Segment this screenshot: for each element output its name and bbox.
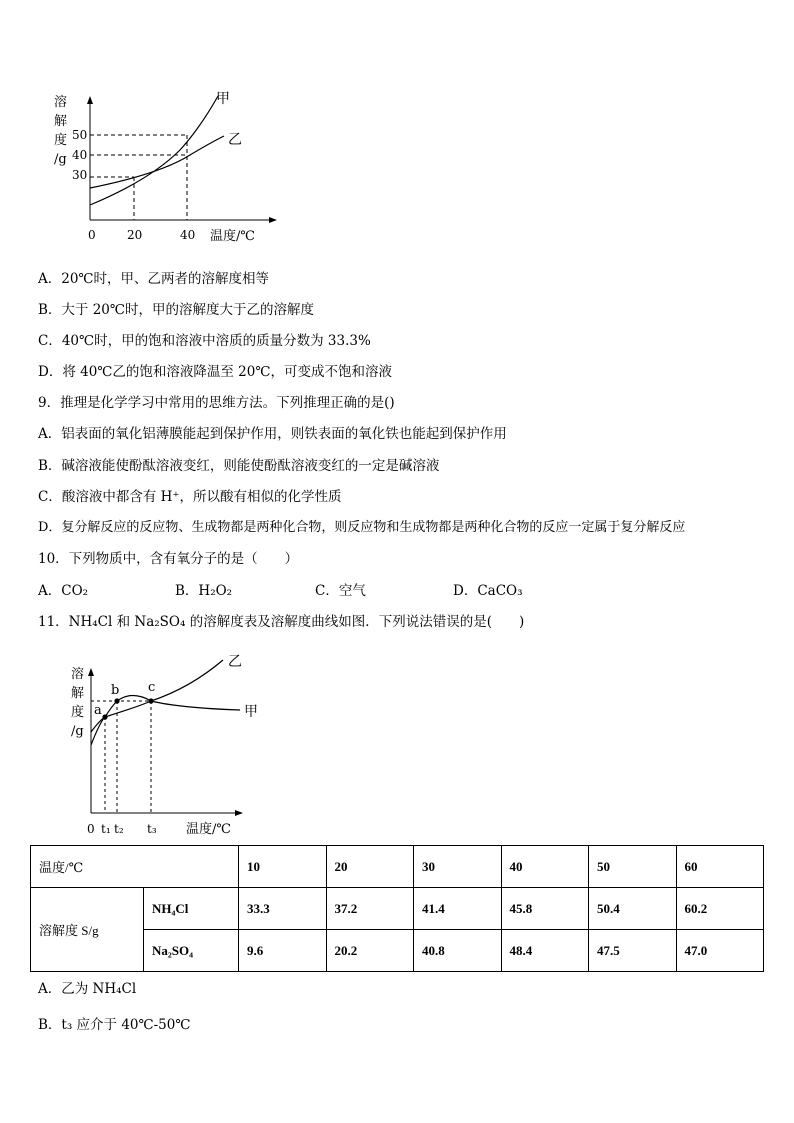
solubility-table <box>30 845 764 972</box>
q10-option-b: B．H₂O₂ <box>175 583 233 599</box>
x-tick-t3: t₃ <box>147 822 157 836</box>
row-label: 溶解度 S/g <box>31 888 144 972</box>
q8-option-a: A．20℃时，甲、乙两者的溶解度相等 <box>38 271 270 287</box>
x-axis-label: 温度/℃ <box>210 229 255 244</box>
temp-cell: 30 <box>414 846 502 888</box>
temp-cell: 50 <box>589 846 677 888</box>
y-axis-label-3: 度 <box>54 133 68 148</box>
value-cell: 20.2 <box>326 930 414 972</box>
point-label-a: a <box>94 703 102 718</box>
curve-yi <box>90 136 224 188</box>
value-cell: 9.6 <box>239 930 327 972</box>
value-cell: 33.3 <box>239 888 327 930</box>
y-tick-50: 50 <box>72 128 88 142</box>
q10-stem: 10．下列物质中，含有氧分子的是（ ） <box>38 551 299 567</box>
x-tick-t2: t₂ <box>114 822 124 836</box>
q8-option-b: B．大于 20℃时，甲的溶解度大于乙的溶解度 <box>38 302 314 318</box>
y-axis-label-1: 溶 <box>71 667 85 682</box>
y-tick-40: 40 <box>72 148 88 162</box>
x-tick-t1: t₁ <box>101 822 111 836</box>
point-b <box>114 698 119 703</box>
y-axis-label-2: 解 <box>54 114 68 129</box>
q8-option-d: D．将 40℃乙的饱和溶液降温至 20℃，可变成不饱和溶液 <box>38 364 392 380</box>
temp-cell: 40 <box>501 846 589 888</box>
table-header-row <box>31 846 764 888</box>
x-axis-arrow <box>235 810 243 816</box>
q9-option-a: A．铝表面的氧化铝薄膜能起到保护作用，则铁表面的氧化铁也能起到保护作用 <box>38 426 507 442</box>
point-c <box>148 698 153 703</box>
x-tick-0: 0 <box>87 822 95 836</box>
curve-label-jia: 甲 <box>244 704 258 720</box>
value-cell: 47.0 <box>676 930 764 972</box>
q10-option-c: C．空气 <box>315 583 366 599</box>
point-a <box>102 714 107 719</box>
q9-stem: 9．推理是化学学习中常用的思维方法。下列推理正确的是() <box>38 395 395 411</box>
value-cell: 45.8 <box>501 888 589 930</box>
x-tick-0: 0 <box>88 228 96 242</box>
q11-option-b: B．t₃ 应介于 40℃-50℃ <box>38 1017 191 1033</box>
q11-option-a: A．乙为 NH₄Cl <box>38 981 137 997</box>
value-cell: 48.4 <box>501 930 589 972</box>
temp-cell: 60 <box>676 846 764 888</box>
table-row <box>31 888 764 930</box>
curve-label-yi: 乙 <box>228 654 242 670</box>
y-tick-30: 30 <box>72 168 88 182</box>
substance-cell: Na₂SO₄ <box>144 930 239 972</box>
q10-option-d: D．CaCO₃ <box>453 583 523 599</box>
x-axis-label: 温度/℃ <box>186 822 231 837</box>
curve-label-yi: 乙 <box>228 132 242 148</box>
y-axis-label-1: 溶 <box>54 95 68 110</box>
y-axis-label-4: /g <box>71 724 84 739</box>
curve-jia <box>90 96 218 205</box>
solubility-chart-2 <box>60 650 340 840</box>
temp-cell: 20 <box>326 846 414 888</box>
x-tick-40: 40 <box>180 228 196 242</box>
value-cell: 50.4 <box>589 888 677 930</box>
y-axis-label-3: 度 <box>71 705 85 720</box>
table-header-label: 温度/℃ <box>31 846 239 888</box>
q9-option-c: C．酸溶液中都含有 H⁺，所以酸有相似的化学性质 <box>38 489 342 505</box>
y-axis-arrow <box>87 96 93 104</box>
value-cell: 37.2 <box>326 888 414 930</box>
point-label-c: c <box>148 680 156 695</box>
q9-option-d: D．复分解反应的反应物、生成物都是两种化合物，则反应物和生成物都是两种化合物的反应一定属于复分解反应 <box>38 520 686 535</box>
q9-option-b: B．碱溶液能使酚酞溶液变红，则能使酚酞溶液变红的一定是碱溶液 <box>38 458 440 474</box>
value-cell: 60.2 <box>676 888 764 930</box>
point-label-b: b <box>111 683 120 698</box>
x-axis-arrow <box>269 217 277 223</box>
temp-cell: 10 <box>239 846 327 888</box>
value-cell: 41.4 <box>414 888 502 930</box>
y-axis-label-2: 解 <box>71 686 85 701</box>
x-tick-20: 20 <box>127 228 143 242</box>
q11-stem: 11．NH₄Cl 和 Na₂SO₄ 的溶解度表及溶解度曲线如图．下列说法错误的是( ) <box>38 614 525 630</box>
value-cell: 40.8 <box>414 930 502 972</box>
y-axis-label-4: /g <box>54 152 67 167</box>
q8-option-c: C．40℃时，甲的饱和溶液中溶质的质量分数为 33.3% <box>38 333 371 349</box>
value-cell: 47.5 <box>589 930 677 972</box>
q10-option-a: A．CO₂ <box>38 583 89 599</box>
y-axis-arrow <box>88 668 94 676</box>
substance-cell: NH₄Cl <box>144 888 239 930</box>
curve-label-jia: 甲 <box>216 91 230 107</box>
solubility-chart-1 <box>40 88 340 248</box>
